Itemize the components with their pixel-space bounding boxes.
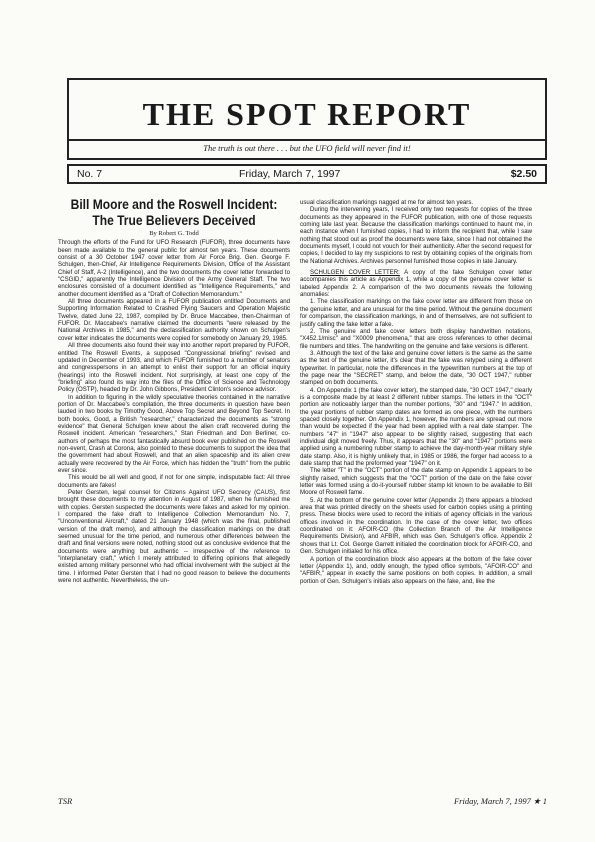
schulgen-intro-text: A copy of the fake Schulgen cover letter accompanies this article as Appendix 1, while a copy of the genuine cover letter is labeled Appendix 2. A comparison of the two documents reveals the following anomalies: <box>300 269 532 299</box>
newsletter-tagline: The truth is out there . . . but the UFO field will never find it! <box>203 143 411 153</box>
schulgen-section-heading: SCHULGEN COVER LETTER: <box>310 269 400 277</box>
left-column <box>58 196 290 585</box>
newsletter-title: THE SPOT REPORT <box>142 96 472 132</box>
article-paragraph: Peter Gersten, legal counsel for Citizens Against UFO Secrecy (CAUS), first brought these documents to my attention in August of 1987, when he furnished me with copies. Gersten suspected the documents were fakes and asked for my opinion. I compared the fake draft to Intelligence Collection Memorandum No. 7, "Unconventional Aircraft," dated 21 January 1948 (which was the final, published version of the draft memo), and although the classification markings on the draft seemed unusual for the time period, and numerous other differences between the draft and final versions were noted, nothing stood out as conclusive evidence that the documents were anything but authentic -- irrespective of the reference to "interplanetary craft," which I merely attributed to differing opinions that allegedly existed among military personnel who had official involvement with the subject at the time. I informed Peter Gersten that I had no good reason to believe the documents were not authentic. Nevertheless, the un- <box>58 489 290 585</box>
anomaly-point: The letter "T" in the "OCT" portion of the date stamp on Appendix 1 appears to be slightly raised, which suggests that the "OCT" portion of the date on the fake cover letter was formed using a do-it-yourself rubber stamp kit known to be available to Bill Moore of Roswell fame. <box>300 467 532 497</box>
issue-bar <box>67 164 547 184</box>
article-title <box>58 196 290 228</box>
anomaly-point: A portion of the coordination block also appears at the bottom of the fake cover letter (Appendix 1), and, oddly enough, the typed office symbols, "AFOIR-CO" and "AFBIR," appear in exactly the same positions on both copies. In addition, a small portion of Gen. Schulgen's initials also appears on the fake, and, like the <box>300 555 532 585</box>
anomaly-point: 1. The classification markings on the fake cover letter are different from those on the genuine letter, and are unusual for the time period. Without the genuine document for comparison, the classification markings, in and of themselves, are not sufficient to justify calling the fake letter a fake. <box>300 298 532 328</box>
article-title-line1: Bill Moore and the Roswell Incident: <box>70 196 278 212</box>
article-paragraph: During the intervening years, I received only two requests for copies of the three documents as they appeared in the FUFOR publication, with one of those requests coming late last year. Because the classification markings continued to haunt me, in each instance when I furnished copies, I had to inform the recipient that, while I saw nothing that stood out as proof the documents were fake, since I had not obtained the documents myself, I could not vouch for their authenticity. After the second request for copies, I decided to lay my suspicions to rest by obtaining copies of the originals from the National Archives. Archives personnel furnished those copies in late January. <box>300 206 532 265</box>
article-paragraph: In addition to figuring in the wildly speculative theories contained in the narrative portion of Dr. Maccabee's compilation, the three documents in question have been lauded in two books by Timothy Good, Above Top Secret and Beyond Top Secret. In both books, Good, a British "researcher," characterized the documents as "strong evidence" that General Schulgen knew about the alien craft recovered during the Roswell incident. American "researchers," Stan Friedman and Don Berliner, co-authors of perhaps the most fantastically absurd book ever published on the Roswell non-event, Crash at Corona, also pointed to these documents to support the idea that the government had about Roswell, and that an alien spaceship and its alien crew actually were recovered by the Air Force, which has hidden the "truth" from the public ever since. <box>58 393 290 474</box>
anomaly-point: 4. On Appendix 1 (the fake cover letter), the stamped date, "30 OCT 1947," clearly is a composite made by at least 2 different rubber stamps. The letters in the "OCT" portion are noticeably larger than the number portions, "30" and "1947." In addition, the year portions of rubber stamp dates are formed as one piece, with the numbers spaced closely together. On Appendix 1, however, the numbers are spread out more than would be expected if the year had been applied with a real date stamper. The numbers "47" in "1947" also appear to be slightly raised, suggesting that each individual digit moved freely. Thus, it appears that the "30" and "1947" portions were applied using a numbering rubber stamp to achieve the day-month-year military style date stamp. Also, it is highly unlikely that, in 1985 or 1986, the forger had access to a date stamp that had the preformed year "1947" on it. <box>300 386 532 468</box>
footer-left: TSR <box>58 796 73 806</box>
masthead-rule <box>69 139 545 141</box>
right-column <box>300 199 532 585</box>
issue-price: $2.50 <box>510 168 537 180</box>
schulgen-section-intro <box>300 269 532 298</box>
anomaly-point: 5. At the bottom of the genuine cover letter (Appendix 2) there appears a blocked area that was printed directly on the sheets used for carbon copies using a printing press. These blocks were used to record the initials of agency officials in the various offices involved in the coordination. In the case of the cover letter, two offices coordinated on it: AFOIR-CO (the Collection Branch of the Air Intelligence Requirements Division), and AFBIR, which was Gen. Schulgen's office. Appendix 2 shows that Lt. Col. George Garrett initialed the coordination block for AFOIR-CO, and Gen. Schulgen initialed for his office. <box>300 496 532 556</box>
article-paragraph: All three documents appeared in a FUFOR publication entitled Documents and Supporting Information Related to Crashed Flying Saucers and Operation Majestic Twelve, dated June 22, 1987, compiled by Dr. Bruce Maccabee, then-Chairman of FUFOR. Dr. Maccabee's narrative claimed the documents "were released by the National Archives in 1985," and the declassification authority shown on Schulgen's cover letter indicates the documents were copied for somebody on January 29, 1985. <box>58 298 290 342</box>
issue-date: Friday, March 7, 1997 <box>239 168 341 180</box>
article-paragraph: Through the efforts of the Fund for UFO Research (FUFOR), three documents have been made available to the general public for almost ten years. These documents consist of a 30 October 1947 cover letter from Air Force Brig. Gen. George F. Schulgen, then-Chief, Air Intelligence Requirements Division, Office of the Assistant Chief of Staff, A-2 (Intelligence), and the two documents the cover letter forwarded to "CSGID," apparently the Intelligence Division of the Army General Staff. The two enclosures consisted of a document identified as "Intelligence Requirements," and another document identified as a "Draft of Collection Memorandum." <box>58 239 290 298</box>
article-paragraph: This would be all well and good, if not for one simple, indisputable fact: All three documents are fakes! <box>58 474 290 489</box>
article-paragraph: usual classification markings nagged at me for almost ten years. <box>300 199 474 206</box>
footer-right: Friday, March 7, 1997 ★ 1 <box>453 796 547 806</box>
article-paragraph: All three documents also found their way into another report prepared by FUFOR, entitled The Roswell Events, a supposed "Congressional briefing" revised and updated in December of 1993, and which FUFOR furnished to a number of senators and congresspersons in an attempt to enlist their support for an official inquiry (hearings) into the Roswell incident. Not surprisingly, at least one copy of the "briefing" also found its way into the files of the Office of Science and Technology Policy (OSTP), headed by Dr. John Gibbons, President Clinton's science advisor. <box>58 342 290 394</box>
anomaly-point: 3. Although the text of the fake and genuine cover letters is the same as the same as the text of the genuine letter, it's clear that the fake was retyped using a different typewriter. In particular, note the differences in the typewritten numbers at the top of the page near the "SECRET" stamp, and below the date, "30 OCT 1947," rubber stamped on both documents. <box>300 349 532 387</box>
anomaly-point: 2. The genuine and fake cover letters both display handwritten notations, "X452.1/misc" and "X0009 phenomena," that are cross references to other decimal file numbers and titles. The handwriting on the genuine and fake versions is different. <box>300 327 532 350</box>
masthead <box>67 78 547 160</box>
issue-number: No. 7 <box>77 168 103 180</box>
article-title-line2: The True Believers Deceived <box>92 212 256 228</box>
article-byline: By Robert G. Todd <box>149 230 199 237</box>
